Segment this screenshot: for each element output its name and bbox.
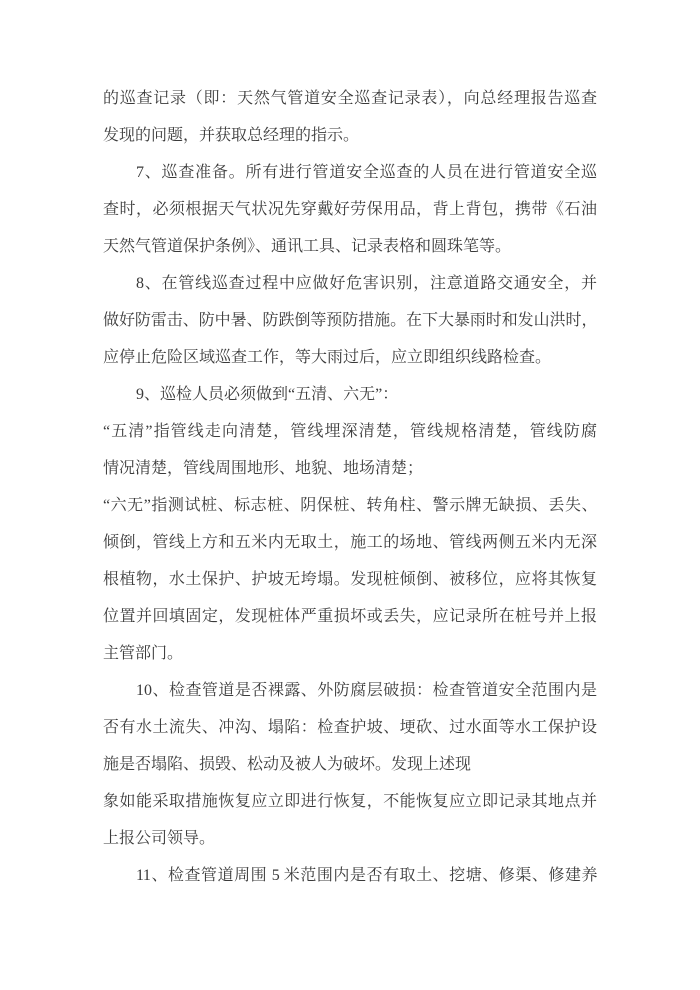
text-line: 天然气管道保护条例》、通讯工具、记录表格和圆珠笔等。 xyxy=(103,238,512,255)
text-line: 8、在管线巡查过程中应做好危害识别，注意道路交通安全，并 xyxy=(136,275,597,292)
text-line: 的巡查记录（即：天然气管道安全巡查记录表），向总经理报告巡查 xyxy=(103,90,597,107)
text-line: 7、巡查准备。所有进行管道安全巡查的人员在进行管道安全巡 xyxy=(136,164,597,181)
document-body xyxy=(103,80,597,894)
text-line: 情况清楚，管线周围地形、地貌、地场清楚； xyxy=(103,460,424,477)
text-line: 做好防雷击、防中暑、防跌倒等预防措施。在下大暴雨时和发山洪时， xyxy=(103,312,597,329)
text-line: 主管部门。 xyxy=(103,645,184,662)
text-line: 否有水土流失、冲沟、塌陷：检查护坡、埂砍、过水面等水工保护设 xyxy=(103,719,597,736)
text-line: 应停止危险区域巡查工作，等大雨过后，应立即组织线路检查。 xyxy=(103,349,552,366)
text-line: 位置并回填固定，发现桩体严重损坏或丢失，应记录所在桩号并上报 xyxy=(103,608,597,625)
text-line: 象如能采取措施恢复应立即进行恢复，不能恢复应立即记录其地点并 xyxy=(103,793,597,810)
text-line: 施是否塌陷、损毁、松动及被人为破坏。发现上述现 xyxy=(103,756,472,773)
text-line: 11、检查管道周围 5 米范围内是否有取土、挖塘、修渠、修建养 xyxy=(136,867,597,884)
text-line: 发现的问题，并获取总经理的指示。 xyxy=(103,127,360,144)
text-line: 9、巡检人员必须做到“五清、六无”： xyxy=(136,386,399,403)
text-line: 根植物，水土保护、护坡无垮塌。发现桩倾倒、被移位，应将其恢复 xyxy=(103,571,597,588)
text-line: 上报公司领导。 xyxy=(103,830,216,847)
text-line: 倾倒，管线上方和五米内无取土，施工的场地、管线两侧五米内无深 xyxy=(103,534,597,551)
text-line: 查时，必须根据天气状况先穿戴好劳保用品，背上背包，携带《石油 xyxy=(103,201,597,218)
text-line: “六无”指测试桩、标志桩、阴保桩、转角柱、警示牌无缺损、丢失、 xyxy=(103,497,597,514)
text-line: 10、检查管道是否裸露、外防腐层破损：检查管道安全范围内是 xyxy=(136,682,597,699)
text-line: “五清”指管线走向清楚，管线埋深清楚，管线规格清楚，管线防腐 xyxy=(103,423,597,440)
